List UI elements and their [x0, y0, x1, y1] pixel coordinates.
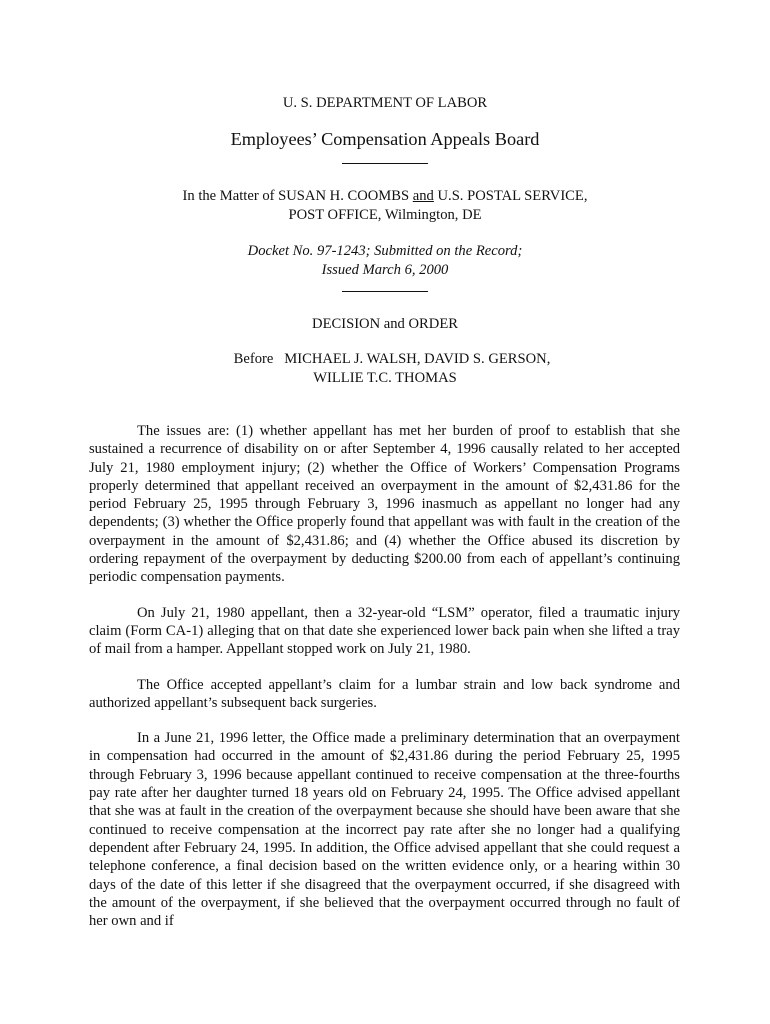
board-title: Employees’ Compensation Appeals Board [230, 129, 540, 149]
department-heading: U. S. DEPARTMENT OF LABOR [282, 95, 488, 111]
paragraph: The Office accepted appellant’s claim for a lumbar strain and low back syndrome and authorized appellant’s subsequent back surgeries. [89, 676, 680, 711]
decision-title: DECISION and ORDER [312, 316, 458, 332]
panel-members: Before MICHAEL J. WALSH, DAVID S. GERSON, WILLIE T.C. THOMAS [233, 351, 551, 386]
docket-info: Docket No. 97-1243; Submitted on the Record; Issued March 6, 2000 [247, 243, 523, 278]
paragraph: The issues are: (1) whether appellant has met her burden of proof to establish that she sustained a recurrence of disability on or after September 4, 1996 causally related to her accepted July 21, 1980 employment injury; (2) whether the Office of Workers’ Compensation Programs properly determined that appellant received an overpayment in the amount of $2,431.86 for the period February 25, 1995 through February 3, 1996 inasmuch as appellant no longer had any dependents; (3) whether the Office properly found that appellant was with fault in the creation of the overpayment in the amount of $2,431.86; and (4) whether the Office abused its discretion by ordering repayment of the overpayment by deducting $200.00 from each of appellant’s continuing periodic compensation payments. [89, 423, 680, 586]
divider-rule [342, 163, 428, 164]
paragraph: In a June 21, 1996 letter, the Office made a preliminary determination that an overpayment in compensation had occurred in the amount of $2,431.86 during the period February 25, 1995 through February 3, 1996 because appellant continued to receive compensation at the three-fourths pay rate after her daughter turned 18 years old on February 24, 1995. The Office advised appellant that she was at fault in the creation of the overpayment because she should have been aware that she continued to receive compensation at the incorrect pay rate after she no longer had a qualifying dependent after February 24, 1995. In addition, the Office advised appellant that she could request a telephone conference, a final decision based on the written evidence only, or a hearing within 30 days of the date of this letter if she disagreed that the overpayment occurred, if she disagreed with the amount of the overpayment, if she believed that the overpayment occurred through no fault of her own and if [89, 730, 680, 930]
case-caption-line-1: In the Matter of SUSAN H. COOMBS and U.S. POSTAL SERVICE, [182, 188, 588, 204]
divider-rule [342, 291, 428, 292]
case-caption-line-2: POST OFFICE, Wilmington, DE [288, 207, 482, 223]
case-caption [0, 187, 770, 225]
paragraph: On July 21, 1980 appellant, then a 32-year-old “LSM” operator, filed a traumatic injury claim (Form CA-1) alleging that on that date she experienced lower back pain when she lifted a tray of mail from a hamper. Appellant stopped work on July 21, 1980. [89, 604, 680, 658]
decision-body [89, 422, 680, 947]
